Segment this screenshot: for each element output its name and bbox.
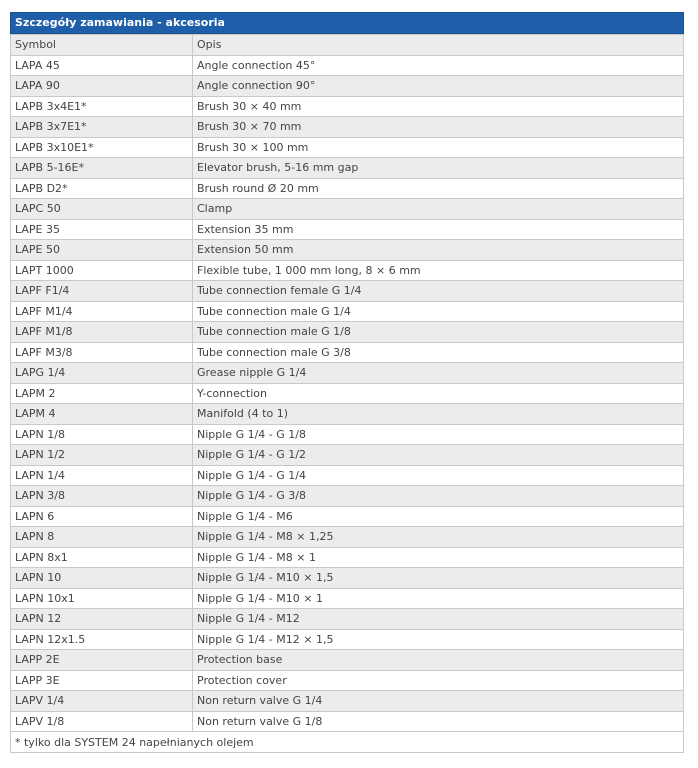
table-row bbox=[11, 486, 684, 507]
symbol-cell: LAPB 3x10E1* bbox=[11, 137, 193, 158]
table-row bbox=[11, 383, 684, 404]
table-row bbox=[11, 219, 684, 240]
symbol-cell: LAPA 45 bbox=[11, 55, 193, 76]
symbol-cell: LAPB 5-16E* bbox=[11, 158, 193, 179]
symbol-cell: LAPB D2* bbox=[11, 178, 193, 199]
table-row bbox=[11, 424, 684, 445]
table-title: Szczegóły zamawiania - akcesoria bbox=[10, 12, 684, 34]
header-symbol: Symbol bbox=[11, 35, 193, 56]
symbol-cell: LAPM 2 bbox=[11, 383, 193, 404]
description-cell: Non return valve G 1/4 bbox=[193, 691, 684, 712]
symbol-cell: LAPA 90 bbox=[11, 76, 193, 97]
symbol-cell: LAPC 50 bbox=[11, 199, 193, 220]
description-cell: Flexible tube, 1 000 mm long, 8 × 6 mm bbox=[193, 260, 684, 281]
description-cell: Angle connection 90° bbox=[193, 76, 684, 97]
symbol-cell: LAPG 1/4 bbox=[11, 363, 193, 384]
description-cell: Tube connection male G 3/8 bbox=[193, 342, 684, 363]
accessories-table-container bbox=[10, 12, 683, 753]
symbol-cell: LAPF F1/4 bbox=[11, 281, 193, 302]
symbol-cell: LAPN 1/4 bbox=[11, 465, 193, 486]
symbol-cell: LAPM 4 bbox=[11, 404, 193, 425]
footnote-row bbox=[11, 732, 684, 753]
description-cell: Brush 30 × 100 mm bbox=[193, 137, 684, 158]
table-row bbox=[11, 137, 684, 158]
table-row bbox=[11, 342, 684, 363]
description-cell: Protection cover bbox=[193, 670, 684, 691]
table-row bbox=[11, 404, 684, 425]
description-cell: Nipple G 1/4 - M8 × 1 bbox=[193, 547, 684, 568]
description-cell: Grease nipple G 1/4 bbox=[193, 363, 684, 384]
symbol-cell: LAPT 1000 bbox=[11, 260, 193, 281]
description-cell: Brush 30 × 70 mm bbox=[193, 117, 684, 138]
symbol-cell: LAPN 8x1 bbox=[11, 547, 193, 568]
description-cell: Tube connection male G 1/8 bbox=[193, 322, 684, 343]
symbol-cell: LAPN 12x1.5 bbox=[11, 629, 193, 650]
table-row bbox=[11, 178, 684, 199]
description-cell: Brush round Ø 20 mm bbox=[193, 178, 684, 199]
description-cell: Nipple G 1/4 - G 1/8 bbox=[193, 424, 684, 445]
symbol-cell: LAPN 10 bbox=[11, 568, 193, 589]
table-row bbox=[11, 55, 684, 76]
description-cell: Nipple G 1/4 - M6 bbox=[193, 506, 684, 527]
symbol-cell: LAPB 3x4E1* bbox=[11, 96, 193, 117]
symbol-cell: LAPF M3/8 bbox=[11, 342, 193, 363]
description-cell: Elevator brush, 5-16 mm gap bbox=[193, 158, 684, 179]
symbol-cell: LAPV 1/4 bbox=[11, 691, 193, 712]
description-cell: Brush 30 × 40 mm bbox=[193, 96, 684, 117]
table-row bbox=[11, 240, 684, 261]
table-row bbox=[11, 711, 684, 732]
symbol-cell: LAPN 3/8 bbox=[11, 486, 193, 507]
symbol-cell: LAPE 50 bbox=[11, 240, 193, 261]
table-row bbox=[11, 117, 684, 138]
table-row bbox=[11, 158, 684, 179]
description-cell: Extension 35 mm bbox=[193, 219, 684, 240]
table-row bbox=[11, 547, 684, 568]
description-cell: Clamp bbox=[193, 199, 684, 220]
symbol-cell: LAPP 2E bbox=[11, 650, 193, 671]
footnote: * tylko dla SYSTEM 24 napełnianych olejem bbox=[11, 732, 684, 753]
table-row bbox=[11, 465, 684, 486]
table-row bbox=[11, 691, 684, 712]
header-description: Opis bbox=[193, 35, 684, 56]
symbol-cell: LAPV 1/8 bbox=[11, 711, 193, 732]
table-row bbox=[11, 568, 684, 589]
table-row bbox=[11, 96, 684, 117]
table-row bbox=[11, 527, 684, 548]
table-row bbox=[11, 506, 684, 527]
table-row bbox=[11, 629, 684, 650]
symbol-cell: LAPN 1/2 bbox=[11, 445, 193, 466]
table-row bbox=[11, 260, 684, 281]
table-row bbox=[11, 301, 684, 322]
table-row bbox=[11, 609, 684, 630]
description-cell: Nipple G 1/4 - M10 × 1,5 bbox=[193, 568, 684, 589]
symbol-cell: LAPB 3x7E1* bbox=[11, 117, 193, 138]
symbol-cell: LAPN 1/8 bbox=[11, 424, 193, 445]
description-cell: Y-connection bbox=[193, 383, 684, 404]
description-cell: Protection base bbox=[193, 650, 684, 671]
description-cell: Nipple G 1/4 - G 3/8 bbox=[193, 486, 684, 507]
table-row bbox=[11, 76, 684, 97]
table-row bbox=[11, 588, 684, 609]
table-row bbox=[11, 281, 684, 302]
description-cell: Nipple G 1/4 - G 1/2 bbox=[193, 445, 684, 466]
description-cell: Nipple G 1/4 - M8 × 1,25 bbox=[193, 527, 684, 548]
table-row bbox=[11, 199, 684, 220]
symbol-cell: LAPN 10x1 bbox=[11, 588, 193, 609]
header-row bbox=[11, 35, 684, 56]
table-row bbox=[11, 322, 684, 343]
description-cell: Tube connection female G 1/4 bbox=[193, 281, 684, 302]
table-row bbox=[11, 670, 684, 691]
description-cell: Nipple G 1/4 - M12 bbox=[193, 609, 684, 630]
symbol-cell: LAPE 35 bbox=[11, 219, 193, 240]
symbol-cell: LAPF M1/4 bbox=[11, 301, 193, 322]
description-cell: Non return valve G 1/8 bbox=[193, 711, 684, 732]
symbol-cell: LAPP 3E bbox=[11, 670, 193, 691]
description-cell: Nipple G 1/4 - G 1/4 bbox=[193, 465, 684, 486]
symbol-cell: LAPF M1/8 bbox=[11, 322, 193, 343]
symbol-cell: LAPN 6 bbox=[11, 506, 193, 527]
description-cell: Nipple G 1/4 - M10 × 1 bbox=[193, 588, 684, 609]
symbol-cell: LAPN 12 bbox=[11, 609, 193, 630]
description-cell: Manifold (4 to 1) bbox=[193, 404, 684, 425]
description-cell: Angle connection 45° bbox=[193, 55, 684, 76]
accessories-table bbox=[10, 12, 684, 753]
symbol-cell: LAPN 8 bbox=[11, 527, 193, 548]
description-cell: Nipple G 1/4 - M12 × 1,5 bbox=[193, 629, 684, 650]
description-cell: Tube connection male G 1/4 bbox=[193, 301, 684, 322]
table-row bbox=[11, 445, 684, 466]
table-row bbox=[11, 650, 684, 671]
description-cell: Extension 50 mm bbox=[193, 240, 684, 261]
table-row bbox=[11, 363, 684, 384]
